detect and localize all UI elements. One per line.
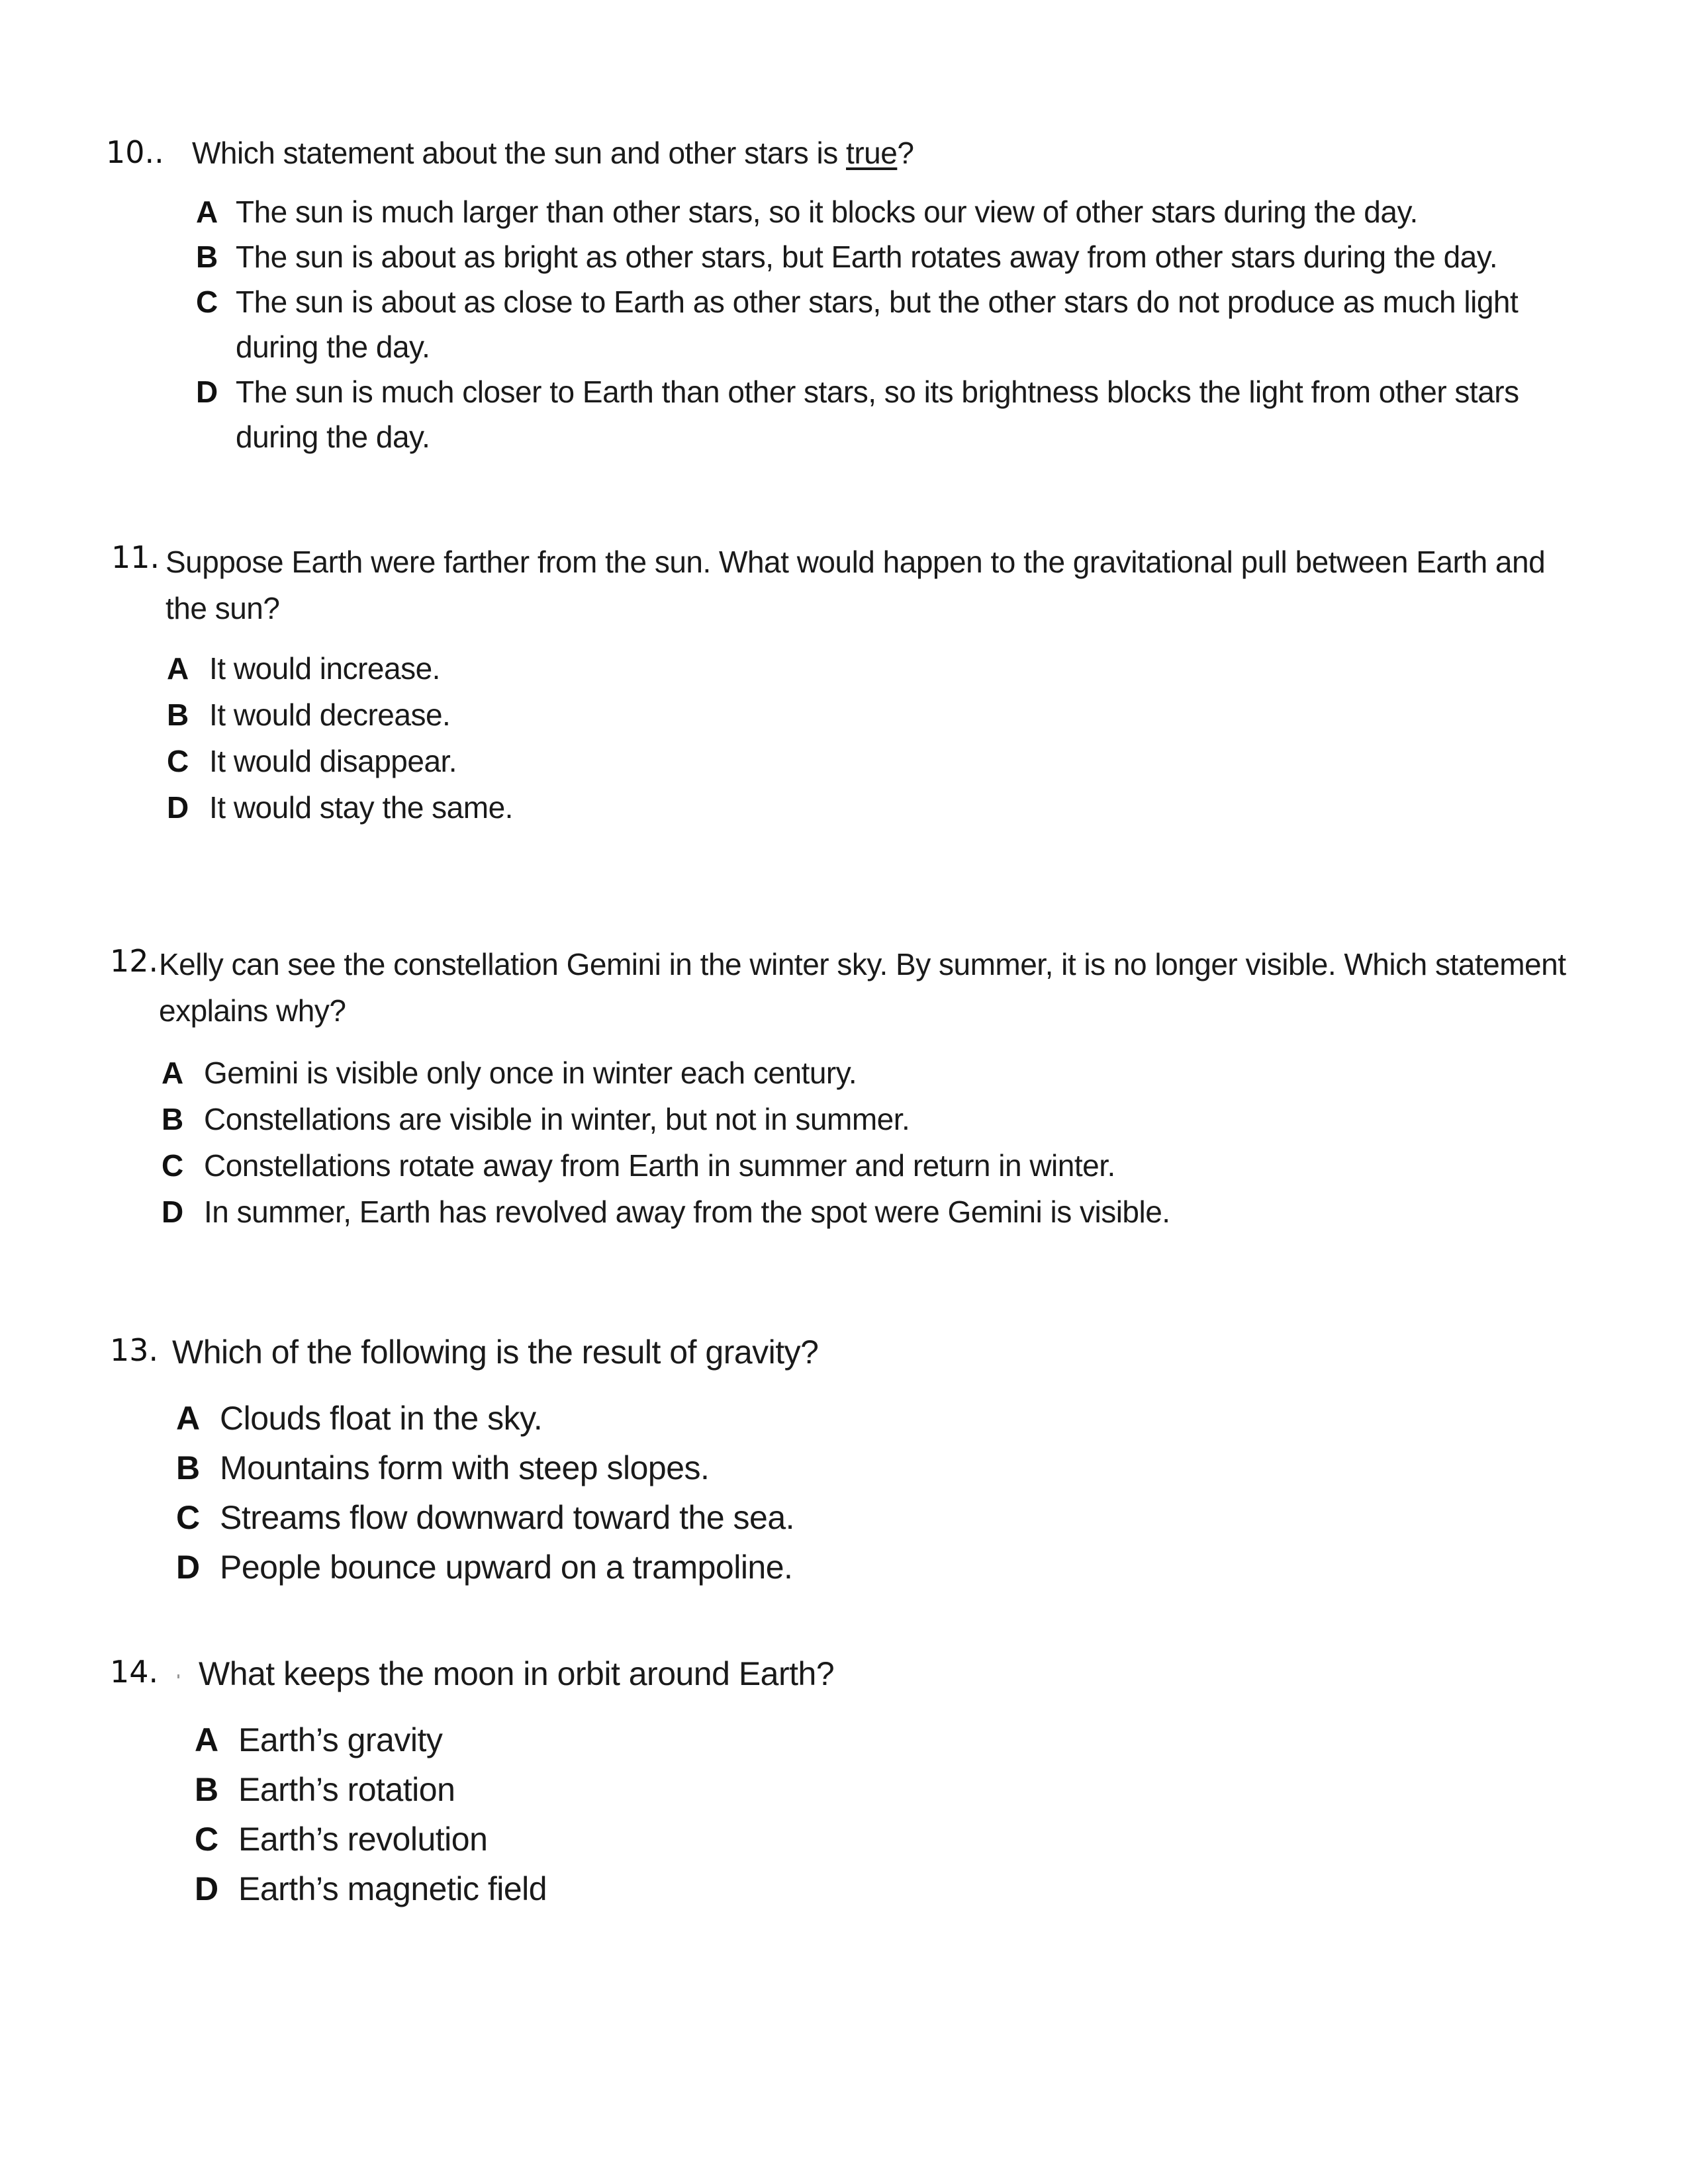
answer-choices: [162, 1050, 1552, 1235]
choice-text: Constellations are visible in winter, but not in summer.: [204, 1102, 910, 1136]
answer-choice-b[interactable]: [196, 234, 1586, 279]
choice-letter: A: [162, 1056, 183, 1090]
choice-text: Streams flow downward toward the sea.: [220, 1499, 795, 1536]
answer-choice-d[interactable]: [176, 1543, 1566, 1592]
answer-choices: [195, 1715, 1585, 1914]
question-number: 13.: [110, 1332, 159, 1368]
choice-text: It would increase.: [209, 651, 440, 686]
answer-choice-b[interactable]: [195, 1765, 1585, 1815]
stray-mark: [177, 1674, 179, 1678]
choice-text: In summer, Earth has revolved away from the spot were Gemini is visible.: [204, 1195, 1170, 1229]
choice-letter: C: [195, 1821, 218, 1858]
choice-text: Earth’s magnetic field: [238, 1870, 547, 1907]
question-number: 14.: [110, 1654, 159, 1690]
question-stem: Which of the following is the result of gravity?: [172, 1334, 819, 1371]
choice-letter: B: [162, 1102, 183, 1136]
answer-choice-a[interactable]: [176, 1394, 1566, 1443]
answer-choice-a[interactable]: [196, 189, 1586, 234]
question-stem: Suppose Earth were farther from the sun. What would happen to the gravitational pull between Earth and the sun?: [165, 545, 1546, 625]
answer-choice-c[interactable]: [167, 738, 1557, 784]
choice-letter: C: [167, 744, 189, 778]
answer-choice-b[interactable]: [167, 692, 1557, 738]
choice-letter: D: [162, 1195, 183, 1229]
choice-text: Mountains form with steep slopes.: [220, 1449, 710, 1486]
choice-letter: B: [176, 1449, 200, 1486]
question-number: 10..: [106, 134, 164, 170]
choice-text: Earth’s revolution: [238, 1821, 488, 1858]
answer-choice-d[interactable]: [167, 784, 1557, 831]
choice-text: The sun is about as bright as other stars, but Earth rotates away from other stars during the day.: [236, 240, 1498, 274]
choice-text: People bounce upward on a trampoline.: [220, 1549, 793, 1586]
choice-letter: D: [176, 1549, 200, 1586]
answer-choice-c[interactable]: [176, 1493, 1566, 1543]
choice-text: It would stay the same.: [209, 790, 513, 825]
choice-text: Clouds float in the sky.: [220, 1400, 543, 1437]
choice-text: The sun is much closer to Earth than other stars, so its brightness blocks the light from other stars during the day.: [236, 375, 1519, 454]
choice-letter: A: [195, 1721, 218, 1758]
question-number: 11.: [111, 539, 160, 575]
answer-choice-c[interactable]: [195, 1815, 1585, 1864]
choice-letter: C: [176, 1499, 200, 1536]
answer-choice-c[interactable]: [196, 279, 1586, 369]
answer-choice-d[interactable]: [196, 369, 1586, 459]
choice-letter: C: [162, 1148, 183, 1183]
question-stem: [192, 130, 914, 176]
question-number: 12.: [110, 943, 159, 979]
choice-letter: B: [167, 698, 189, 732]
answer-choices: [167, 645, 1557, 831]
choice-text: The sun is much larger than other stars, so it blocks our view of other stars during the day.: [236, 195, 1418, 229]
choice-text: Gemini is visible only once in winter each century.: [204, 1056, 857, 1090]
choice-letter: B: [196, 240, 218, 274]
answer-choice-d[interactable]: [195, 1864, 1585, 1914]
question-stem: What keeps the moon in orbit around Earth?: [199, 1655, 835, 1692]
choice-letter: C: [196, 285, 218, 319]
choice-text: It would disappear.: [209, 744, 457, 778]
answer-choice-b[interactable]: [176, 1443, 1566, 1493]
choice-letter: D: [195, 1870, 218, 1907]
choice-letter: D: [196, 375, 218, 409]
stem-underlined-word: true: [846, 136, 898, 170]
choice-letter: A: [176, 1400, 200, 1437]
stem-end: ?: [897, 136, 914, 170]
answer-choices: [176, 1394, 1566, 1592]
answer-choice-d[interactable]: [162, 1189, 1552, 1235]
choice-text: Earth’s rotation: [238, 1771, 455, 1808]
choice-letter: B: [195, 1771, 218, 1808]
answer-choice-c[interactable]: [162, 1142, 1552, 1189]
answer-choices: [196, 189, 1586, 459]
answer-choice-a[interactable]: [167, 645, 1557, 692]
answer-choice-a[interactable]: [195, 1715, 1585, 1765]
question-stem: Kelly can see the constellation Gemini in the winter sky. By summer, it is no longer visible. Which statement explains why?: [159, 947, 1566, 1028]
stem-text: Which statement about the sun and other stars is: [192, 136, 847, 170]
answer-choice-b[interactable]: [162, 1096, 1552, 1142]
answer-choice-a[interactable]: [162, 1050, 1552, 1096]
choice-letter: D: [167, 790, 189, 825]
choice-text: It would decrease.: [209, 698, 451, 732]
choice-text: Earth’s gravity: [238, 1721, 443, 1758]
choice-text: Constellations rotate away from Earth in summer and return in winter.: [204, 1148, 1115, 1183]
choice-text: The sun is about as close to Earth as other stars, but the other stars do not produce as much light during the day.: [236, 285, 1519, 364]
choice-letter: A: [167, 651, 189, 686]
choice-letter: A: [196, 195, 218, 229]
